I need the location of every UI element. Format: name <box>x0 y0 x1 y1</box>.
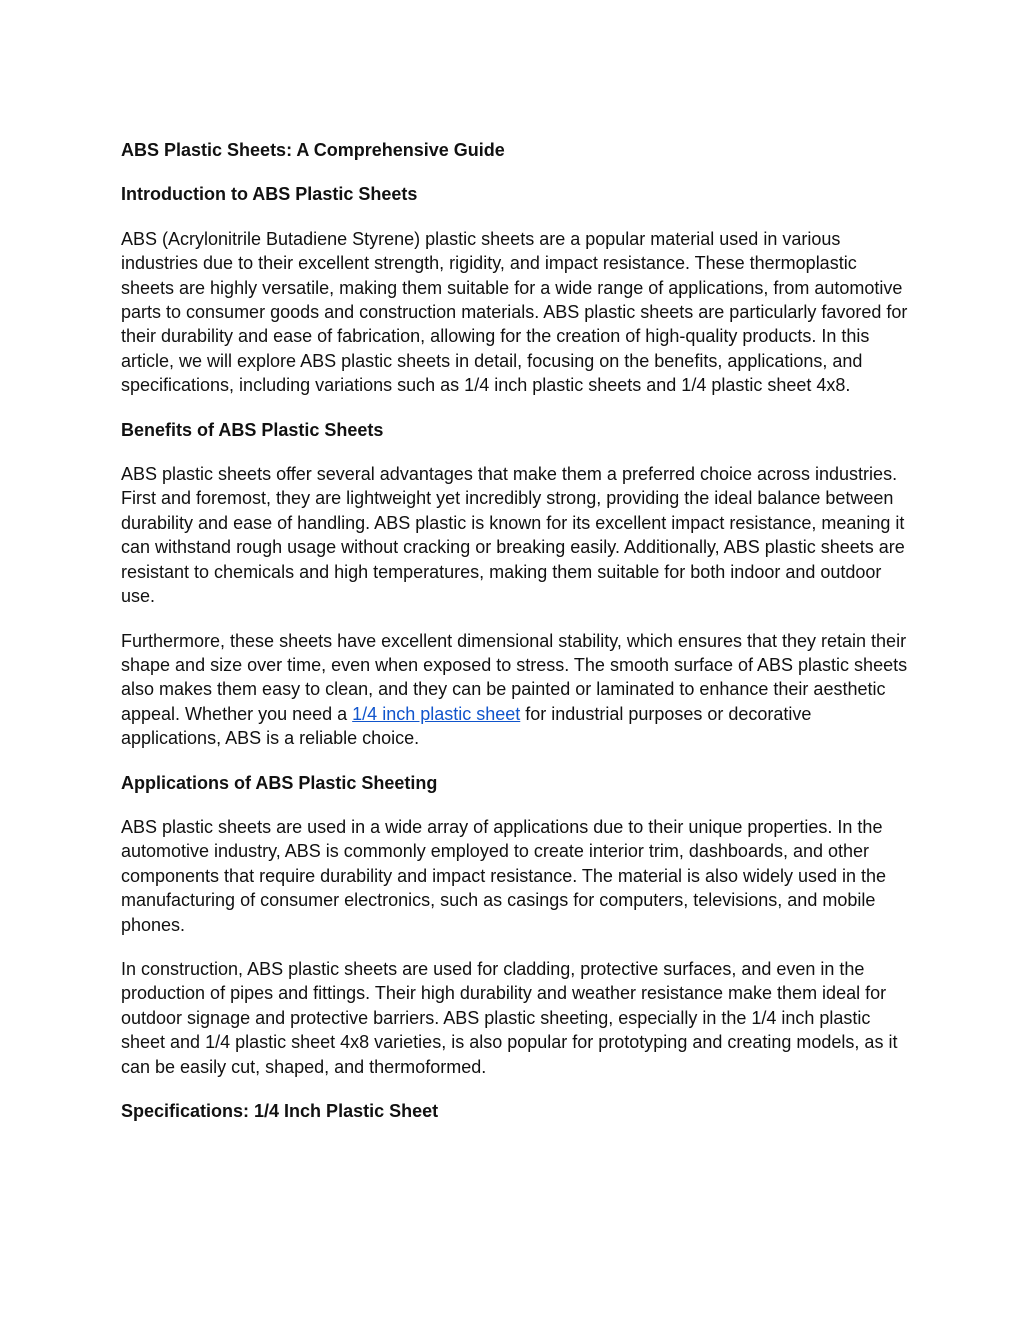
paragraph-text: for industrial purposes or decorative applications, ABS is a reliable choice. <box>121 703 812 749</box>
paragraph-benefits-2 <box>121 629 911 751</box>
paragraph-introduction: ABS (Acrylonitrile Butadiene Styrene) plastic sheets are a popular material used in various industries due to their excellent strength, rigidity, and impact resistance. These thermoplastic sheets are highly versatile, making them suitable for a wide range of applications, from automotive parts to consumer goods and construction materials. ABS plastic sheets are particularly favored for their durability and ease of fabrication, allowing for the creation of high-quality products. In this article, we will explore ABS plastic sheets in detail, focusing on the benefits, applications, and specifications, including variations such as 1/4 inch plastic sheets and 1/4 plastic sheet 4x8. <box>121 228 908 396</box>
paragraph-benefits-1: ABS plastic sheets offer several advantages that make them a preferred choice across industries. First and foremost, they are lightweight yet incredibly strong, providing the ideal balance between durability and ease of handling. ABS plastic is known for its excellent impact resistance, meaning it can withstand rough usage without cracking or breaking easily. Additionally, ABS plastic sheets are resistant to chemicals and high temperatures, making them suitable for both indoor and outdoor use. <box>121 464 905 607</box>
plastic-sheet-link[interactable]: 1/4 inch plastic sheet <box>352 703 521 724</box>
document-title: ABS Plastic Sheets: A Comprehensive Guide <box>121 140 505 160</box>
section-heading-applications: Applications of ABS Plastic Sheeting <box>121 772 438 793</box>
section-heading-benefits: Benefits of ABS Plastic Sheets <box>121 419 384 440</box>
paragraph-applications-2: In construction, ABS plastic sheets are used for cladding, protective surfaces, and even in the production of pipes and fittings. Their high durability and weather resistance make them ideal for outdoor signage and protective barriers. ABS plastic sheeting, especially in the 1/4 inch plastic sheet and 1/4 plastic sheet 4x8 varieties, is also popular for prototyping and creating models, as it can be easily cut, shaped, and thermoformed. <box>121 958 898 1077</box>
document-page <box>121 138 911 1143</box>
section-heading-specifications: Specifications: 1/4 Inch Plastic Sheet <box>121 1101 439 1121</box>
paragraph-text: Furthermore, these sheets have excellent dimensional stability, which ensures that they retain their shape and size over time, even when exposed to stress. The smooth surface of ABS plastic sheets also makes them easy to clean, and they can be painted or laminated to enhance their aesthetic appeal. Whether you need a <box>121 630 908 724</box>
section-heading-introduction: Introduction to ABS Plastic Sheets <box>121 184 418 205</box>
paragraph-applications-1: ABS plastic sheets are used in a wide array of applications due to their unique properties. In the automotive industry, ABS is commonly employed to create interior trim, dashboards, and other components that require durability and impact resistance. The material is also widely used in the manufacturing of consumer electronics, such as casings for computers, televisions, and mobile phones. <box>121 816 887 935</box>
